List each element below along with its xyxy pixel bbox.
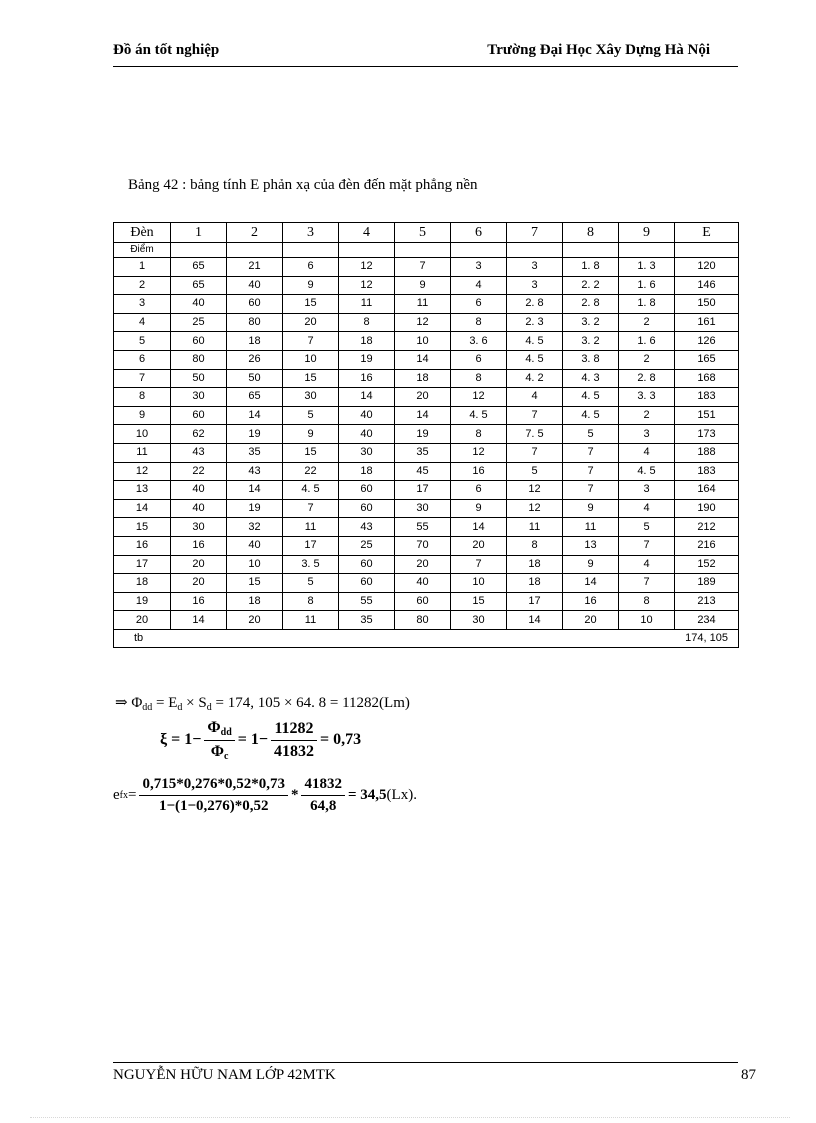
table-cell: 8 <box>451 369 507 388</box>
table-cell: 14 <box>171 611 227 630</box>
table-cell: 60 <box>339 555 395 574</box>
table-cell: 25 <box>171 313 227 332</box>
table-cell: 70 <box>395 536 451 555</box>
table-cell: 2. 8 <box>507 295 563 314</box>
table-cell: 4. 5 <box>563 388 619 407</box>
table-cell: 7 <box>619 536 675 555</box>
table-cell: 4 <box>619 443 675 462</box>
table-cell: 26 <box>227 350 283 369</box>
table-cell: 18 <box>395 369 451 388</box>
page-bottom-divider <box>30 1117 790 1118</box>
column-header: 5 <box>395 223 451 243</box>
table-row <box>114 276 739 295</box>
table-cell: 1. 6 <box>619 276 675 295</box>
table-cell: 3 <box>507 258 563 277</box>
row-label-cell: 5 <box>114 332 171 351</box>
table-cell: 4. 5 <box>507 332 563 351</box>
table-cell: 18 <box>227 592 283 611</box>
table-cell: 7. 5 <box>507 425 563 444</box>
table-cell: 6 <box>451 481 507 500</box>
table-cell: 8 <box>339 313 395 332</box>
efx-fraction-1: $\frac{0,715*0,276*0,52*0,73}{1-(1-0,276)*0,52}$ <box>139 776 288 815</box>
table-subheader-row <box>114 243 739 258</box>
page-footer <box>113 1062 756 1083</box>
table-cell: 14 <box>395 350 451 369</box>
table-cell: 45 <box>395 462 451 481</box>
table-cell: 12 <box>507 499 563 518</box>
table-cell: 3 <box>619 425 675 444</box>
header-left-title: Đồ án tốt nghiệp <box>113 42 220 58</box>
table-cell: 12 <box>507 481 563 500</box>
total-e-cell: 150 <box>675 295 739 314</box>
table-cell: 11 <box>283 611 339 630</box>
xi-formula: ξ = 1− $\frac{\Phi_{dd}}{\Phi_c}$ = 1− $\frac{11282}{41832}$ = 0,73 <box>160 718 362 762</box>
table-cell: 14 <box>395 406 451 425</box>
table-cell: 80 <box>395 611 451 630</box>
table-cell: 7 <box>283 332 339 351</box>
table-row <box>114 350 739 369</box>
table-cell: 35 <box>395 443 451 462</box>
table-row <box>114 406 739 425</box>
table-cell: 12 <box>451 388 507 407</box>
table-cell: 3. 6 <box>451 332 507 351</box>
table-cell: 60 <box>171 332 227 351</box>
xi-fraction-1: $\frac{\Phi_{dd}}{\Phi_c}$ <box>204 719 234 762</box>
table-cell: 3 <box>507 276 563 295</box>
table-cell: 14 <box>507 611 563 630</box>
table-cell: 3. 2 <box>563 313 619 332</box>
table-cell: 20 <box>451 536 507 555</box>
page-header <box>113 40 738 67</box>
table-cell: 13 <box>563 536 619 555</box>
table-cell: 16 <box>171 536 227 555</box>
table-cell: 11 <box>339 295 395 314</box>
total-e-cell: 151 <box>675 406 739 425</box>
table-cell: 30 <box>171 518 227 537</box>
table-cell: 16 <box>171 592 227 611</box>
table-cell: 35 <box>339 611 395 630</box>
table-cell: 3 <box>619 481 675 500</box>
table-cell: 40 <box>171 295 227 314</box>
xi-fraction-2: $\frac{11282}{41832}$ <box>271 720 317 761</box>
table-cell: 65 <box>171 276 227 295</box>
table-cell: 15 <box>283 295 339 314</box>
table-row <box>114 258 739 277</box>
table-cell: 5 <box>619 518 675 537</box>
table-cell: 18 <box>507 555 563 574</box>
page-number: 87 <box>741 1067 756 1083</box>
table-cell: 30 <box>451 611 507 630</box>
total-e-cell: 161 <box>675 313 739 332</box>
table-row <box>114 388 739 407</box>
total-e-cell: 188 <box>675 443 739 462</box>
table-cell: 11 <box>283 518 339 537</box>
table-row <box>114 611 739 630</box>
table-cell: 35 <box>227 443 283 462</box>
table-cell: 9 <box>395 276 451 295</box>
table-cell: 7 <box>563 462 619 481</box>
table-cell: 20 <box>171 574 227 593</box>
table-cell: 6 <box>451 350 507 369</box>
table-cell: 12 <box>339 276 395 295</box>
row-label-cell: 14 <box>114 499 171 518</box>
row-label-cell: 17 <box>114 555 171 574</box>
table-cell: 7 <box>395 258 451 277</box>
table-cell: 20 <box>395 388 451 407</box>
table-cell: 11 <box>507 518 563 537</box>
table-cell: 25 <box>339 536 395 555</box>
table-cell: 40 <box>227 276 283 295</box>
table-cell: 65 <box>171 258 227 277</box>
table-cell: 10 <box>395 332 451 351</box>
table-cell: 43 <box>227 462 283 481</box>
table-cell: 12 <box>451 443 507 462</box>
table-row <box>114 443 739 462</box>
table-cell: 4. 5 <box>619 462 675 481</box>
table-cell: 20 <box>227 611 283 630</box>
total-e-cell: 120 <box>675 258 739 277</box>
total-e-cell: 234 <box>675 611 739 630</box>
table-cell: 11 <box>395 295 451 314</box>
table-cell: 18 <box>339 462 395 481</box>
table-cell: 9 <box>283 276 339 295</box>
table-cell: 8 <box>507 536 563 555</box>
table-cell: 4. 3 <box>563 369 619 388</box>
table-cell: 16 <box>339 369 395 388</box>
column-header: 8 <box>563 223 619 243</box>
total-e-cell: 183 <box>675 462 739 481</box>
table-cell: 10 <box>227 555 283 574</box>
table-row <box>114 499 739 518</box>
table-row <box>114 592 739 611</box>
table-cell: 10 <box>451 574 507 593</box>
table-cell: 30 <box>395 499 451 518</box>
table-cell: 4 <box>619 555 675 574</box>
table-cell: 12 <box>395 313 451 332</box>
table-row <box>114 555 739 574</box>
table-row <box>114 518 739 537</box>
table-cell: 3. 8 <box>563 350 619 369</box>
table-row <box>114 313 739 332</box>
table-cell: 2. 2 <box>563 276 619 295</box>
table-cell: 7 <box>451 555 507 574</box>
table-cell: 5 <box>563 425 619 444</box>
table-cell: 4 <box>507 388 563 407</box>
table-cell: 17 <box>283 536 339 555</box>
table-cell: 2 <box>619 406 675 425</box>
row-label-cell: 16 <box>114 536 171 555</box>
table-row <box>114 332 739 351</box>
column-header: 4 <box>339 223 395 243</box>
table-cell: 6 <box>283 258 339 277</box>
total-e-cell: 189 <box>675 574 739 593</box>
table-cell: 30 <box>339 443 395 462</box>
table-cell: 14 <box>451 518 507 537</box>
table-cell: 18 <box>339 332 395 351</box>
table-cell: 43 <box>171 443 227 462</box>
table-cell: 22 <box>283 462 339 481</box>
table-cell: 12 <box>339 258 395 277</box>
row-label-cell: 12 <box>114 462 171 481</box>
table-row <box>114 574 739 593</box>
table-cell: 2 <box>619 313 675 332</box>
table-cell: 15 <box>283 369 339 388</box>
table-cell: 3. 3 <box>619 388 675 407</box>
total-e-cell: 213 <box>675 592 739 611</box>
table-cell: 30 <box>171 388 227 407</box>
table-cell: 19 <box>395 425 451 444</box>
table-cell: 14 <box>339 388 395 407</box>
total-e-cell: 164 <box>675 481 739 500</box>
table-row <box>114 295 739 314</box>
total-e-cell: 165 <box>675 350 739 369</box>
table-cell: 60 <box>339 574 395 593</box>
column-header: E <box>675 223 739 243</box>
table-cell: 20 <box>563 611 619 630</box>
table-cell: 40 <box>171 499 227 518</box>
table-cell: 43 <box>339 518 395 537</box>
column-header: 6 <box>451 223 507 243</box>
table-cell: 19 <box>227 425 283 444</box>
column-header: 1 <box>171 223 227 243</box>
corner-header-den: Đèn <box>114 223 171 243</box>
table-cell: 2. 8 <box>619 369 675 388</box>
table-cell: 7 <box>563 481 619 500</box>
table-cell: 60 <box>339 481 395 500</box>
table-cell: 8 <box>283 592 339 611</box>
table-cell: 1. 8 <box>619 295 675 314</box>
average-value: 174, 105 <box>675 629 739 648</box>
footer-author: NGUYỄN HỮU NAM LỚP 42MTK <box>113 1067 336 1083</box>
table-cell: 2 <box>619 350 675 369</box>
table-cell: 80 <box>227 313 283 332</box>
table-row <box>114 536 739 555</box>
table-cell: 50 <box>171 369 227 388</box>
table-cell: 21 <box>227 258 283 277</box>
row-label-cell: 9 <box>114 406 171 425</box>
table-cell: 1. 6 <box>619 332 675 351</box>
row-label-cell: 11 <box>114 443 171 462</box>
table-cell: 60 <box>227 295 283 314</box>
table-cell: 17 <box>395 481 451 500</box>
table-cell: 32 <box>227 518 283 537</box>
row-label-cell: 10 <box>114 425 171 444</box>
table-row <box>114 462 739 481</box>
table-cell: 14 <box>563 574 619 593</box>
column-header: 9 <box>619 223 675 243</box>
table-cell: 4. 5 <box>451 406 507 425</box>
total-e-cell: 190 <box>675 499 739 518</box>
table-cell: 4 <box>451 276 507 295</box>
total-e-cell: 152 <box>675 555 739 574</box>
row-label-cell: 8 <box>114 388 171 407</box>
table-cell: 16 <box>563 592 619 611</box>
table-cell: 40 <box>171 481 227 500</box>
table-cell: 40 <box>227 536 283 555</box>
row-label-cell: 15 <box>114 518 171 537</box>
table-cell: 18 <box>507 574 563 593</box>
row-label-cell: 13 <box>114 481 171 500</box>
table-average-row <box>114 629 739 648</box>
table-cell: 1. 3 <box>619 258 675 277</box>
table-cell: 3 <box>451 258 507 277</box>
table-cell: 5 <box>283 574 339 593</box>
total-e-cell: 183 <box>675 388 739 407</box>
table-cell: 19 <box>339 350 395 369</box>
table-cell: 9 <box>451 499 507 518</box>
table-cell: 16 <box>451 462 507 481</box>
table-cell: 14 <box>227 406 283 425</box>
table-cell: 15 <box>227 574 283 593</box>
row-label-cell: 19 <box>114 592 171 611</box>
table-cell: 40 <box>339 406 395 425</box>
table-cell: 9 <box>563 499 619 518</box>
table-cell: 62 <box>171 425 227 444</box>
total-e-cell: 126 <box>675 332 739 351</box>
table-cell: 9 <box>283 425 339 444</box>
table-cell: 6 <box>451 295 507 314</box>
total-e-cell: 168 <box>675 369 739 388</box>
total-e-cell: 212 <box>675 518 739 537</box>
table-cell: 65 <box>227 388 283 407</box>
row-label-cell: 1 <box>114 258 171 277</box>
efx-fraction-2: $\frac{41832}{64,8}$ <box>301 776 345 815</box>
table-body <box>114 223 739 648</box>
column-header: 3 <box>283 223 339 243</box>
corner-header-diem: Điểm <box>114 243 171 258</box>
row-label-cell: 3 <box>114 295 171 314</box>
table-cell: 40 <box>339 425 395 444</box>
table-cell: 20 <box>395 555 451 574</box>
table-cell: 30 <box>283 388 339 407</box>
total-e-cell: 216 <box>675 536 739 555</box>
table-caption: Bảng 42 : bảng tính E phản xạ của đèn đến mặt phẳng nền <box>128 177 478 193</box>
table-cell: 15 <box>451 592 507 611</box>
table-cell: 7 <box>619 574 675 593</box>
table-cell: 1. 8 <box>563 258 619 277</box>
table-row <box>114 481 739 500</box>
total-e-cell: 173 <box>675 425 739 444</box>
table-cell: 7 <box>563 443 619 462</box>
table-cell: 60 <box>339 499 395 518</box>
table-cell: 60 <box>395 592 451 611</box>
table-cell: 17 <box>507 592 563 611</box>
efx-formula: e fx = $\frac{0,715*0,276*0,52*0,73}{1-(1-0,276)*0,52}$ * $\frac{41832}{64,8}$ = 34,5 (Lx). <box>113 775 417 814</box>
table-cell: 55 <box>395 518 451 537</box>
table-cell: 22 <box>171 462 227 481</box>
reflection-table <box>113 222 739 648</box>
table-cell: 9 <box>563 555 619 574</box>
luminous-flux-formula: ⇒ $\Phi_{dd} = E_d \times S_d = 174$, 105 × 64. 8 = 11282(Lm) <box>115 695 410 713</box>
table-cell: 10 <box>283 350 339 369</box>
table-row <box>114 369 739 388</box>
table-cell: 55 <box>339 592 395 611</box>
table-cell: 4. 5 <box>563 406 619 425</box>
table-cell: 7 <box>283 499 339 518</box>
row-label-cell: 4 <box>114 313 171 332</box>
table-cell: 4 <box>619 499 675 518</box>
column-header: 7 <box>507 223 563 243</box>
average-label: tb <box>114 629 675 648</box>
table-cell: 40 <box>395 574 451 593</box>
table-cell: 7 <box>507 406 563 425</box>
table-cell: 5 <box>507 462 563 481</box>
header-right-title: Trường Đại Học Xây Dựng Hà Nội <box>487 42 710 58</box>
table-cell: 4. 5 <box>507 350 563 369</box>
row-label-cell: 6 <box>114 350 171 369</box>
column-header: 2 <box>227 223 283 243</box>
table-cell: 3. 5 <box>283 555 339 574</box>
table-cell: 10 <box>619 611 675 630</box>
table-cell: 15 <box>283 443 339 462</box>
table-cell: 14 <box>227 481 283 500</box>
table-cell: 2. 8 <box>563 295 619 314</box>
row-label-cell: 2 <box>114 276 171 295</box>
table-cell: 60 <box>171 406 227 425</box>
row-label-cell: 20 <box>114 611 171 630</box>
row-label-cell: 18 <box>114 574 171 593</box>
row-label-cell: 7 <box>114 369 171 388</box>
table-cell: 4. 2 <box>507 369 563 388</box>
table-cell: 18 <box>227 332 283 351</box>
table-cell: 3. 2 <box>563 332 619 351</box>
table-cell: 20 <box>283 313 339 332</box>
table-cell: 19 <box>227 499 283 518</box>
total-e-cell: 146 <box>675 276 739 295</box>
table-cell: 8 <box>619 592 675 611</box>
table-header-row <box>114 223 739 243</box>
table-row <box>114 425 739 444</box>
table-cell: 50 <box>227 369 283 388</box>
table-cell: 80 <box>171 350 227 369</box>
table-cell: 11 <box>563 518 619 537</box>
table-cell: 5 <box>283 406 339 425</box>
table-cell: 8 <box>451 425 507 444</box>
table-cell: 4. 5 <box>283 481 339 500</box>
table-cell: 20 <box>171 555 227 574</box>
table-cell: 8 <box>451 313 507 332</box>
table-cell: 7 <box>507 443 563 462</box>
table-cell: 2. 3 <box>507 313 563 332</box>
